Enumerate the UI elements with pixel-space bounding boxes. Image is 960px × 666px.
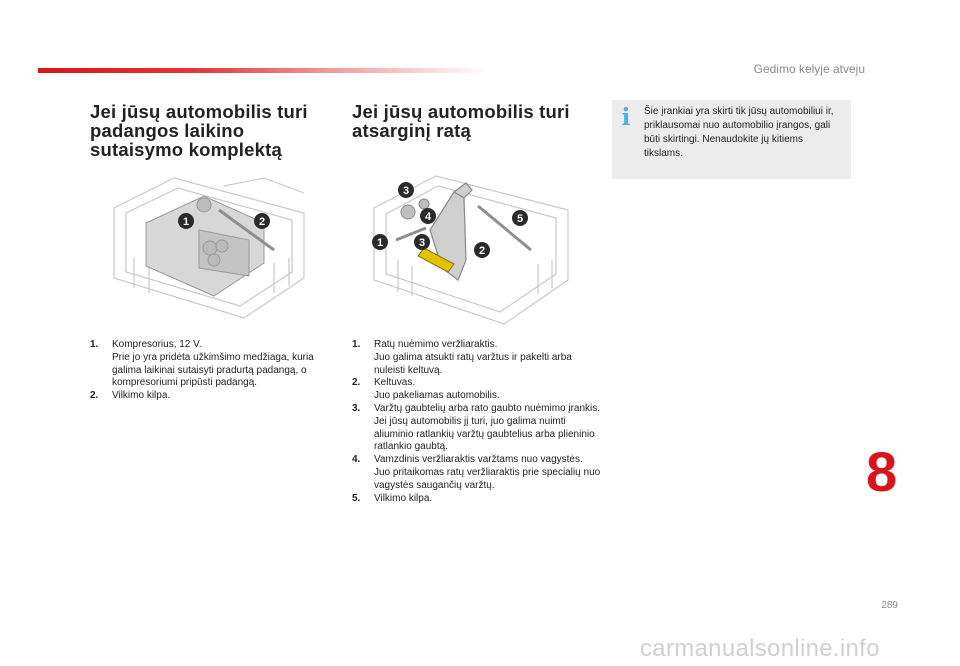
item-description: Juo galima atsukti ratų varžtus ir pakelti arba nuleisti keltuvą. <box>374 351 572 376</box>
item-title: Varžtų gaubtelių arba rato gaubto nuėmimo įrankis. <box>374 402 601 414</box>
svg-text:1: 1 <box>376 237 384 249</box>
item-title: Kompresorius, 12 V. <box>112 339 202 350</box>
item-title: Keltuvas. <box>374 377 416 389</box>
list-item <box>90 339 330 390</box>
chapter-number: 8 <box>866 440 898 503</box>
list-item <box>352 454 602 492</box>
middle-item-list <box>352 339 602 505</box>
item-number: 5. <box>352 492 361 504</box>
item-number: 2. <box>90 390 99 402</box>
section-title: Gedimo kelyje atveju <box>753 62 865 76</box>
info-box <box>612 100 851 179</box>
item-title: Ratų nuėmimo veržliaraktis. <box>374 339 498 350</box>
svg-text:2: 2 <box>478 245 486 257</box>
list-item <box>90 390 330 403</box>
info-icon: i <box>621 104 631 131</box>
item-title: Vilkimo kilpa. <box>374 492 433 504</box>
item-number: 1. <box>90 339 99 350</box>
svg-text:5: 5 <box>516 213 524 225</box>
item-number: 3. <box>352 402 361 414</box>
info-text: Šie įrankiai yra skirti tik jūsų automobiliui ir, priklausomai nuo automobilio įrangos, gali būti skirtingi. Nenaudokite jų kitiems tikslams. <box>644 106 834 159</box>
item-description: Juo pakeliamas automobilis. <box>374 390 500 402</box>
item-number: 1. <box>352 339 361 350</box>
repair-kit-illustration <box>104 168 314 320</box>
page-number: 289 <box>881 600 898 611</box>
middle-heading: Jei jūsų automobilis turi atsarginį ratą <box>352 101 570 141</box>
item-description: Jei jūsų automobilis jį turi, juo galima nuimti aliuminio ratlankių varžtų gaubtelius arba plieninio ratlankio gaubtą. <box>374 415 595 453</box>
watermark: carmanualsonline.info <box>640 635 880 662</box>
item-number: 2. <box>352 377 361 389</box>
list-item <box>352 403 602 454</box>
header-accent-bar <box>38 68 488 73</box>
svg-text:4: 4 <box>424 211 432 223</box>
item-description: Prie jo yra pridėta užkimšimo medžiaga, kuria galima laikinai sutaisyti pradurtą padangą, o kompresoriumi pripūsti padangą. <box>112 351 314 389</box>
list-item <box>352 339 602 377</box>
item-title: Vamzdinis veržliaraktis varžtams nuo vagystės. <box>374 454 583 466</box>
item-number: 4. <box>352 454 361 466</box>
left-item-list <box>90 339 330 403</box>
svg-text:1: 1 <box>182 216 190 228</box>
list-item <box>352 493 602 506</box>
list-item <box>352 377 602 403</box>
svg-text:2: 2 <box>258 216 266 228</box>
left-heading: Jei jūsų automobilis turi padangos laikino sutaisymo komplektą <box>90 101 308 160</box>
spare-wheel-tools-illustration <box>366 168 576 328</box>
item-title: Vilkimo kilpa. <box>112 390 171 402</box>
svg-text:3: 3 <box>402 185 410 197</box>
item-description: Juo pritaikomas ratų veržliaraktis prie specialių nuo vagystės saugančių varžtų. <box>374 466 601 491</box>
svg-text:3: 3 <box>418 237 426 249</box>
